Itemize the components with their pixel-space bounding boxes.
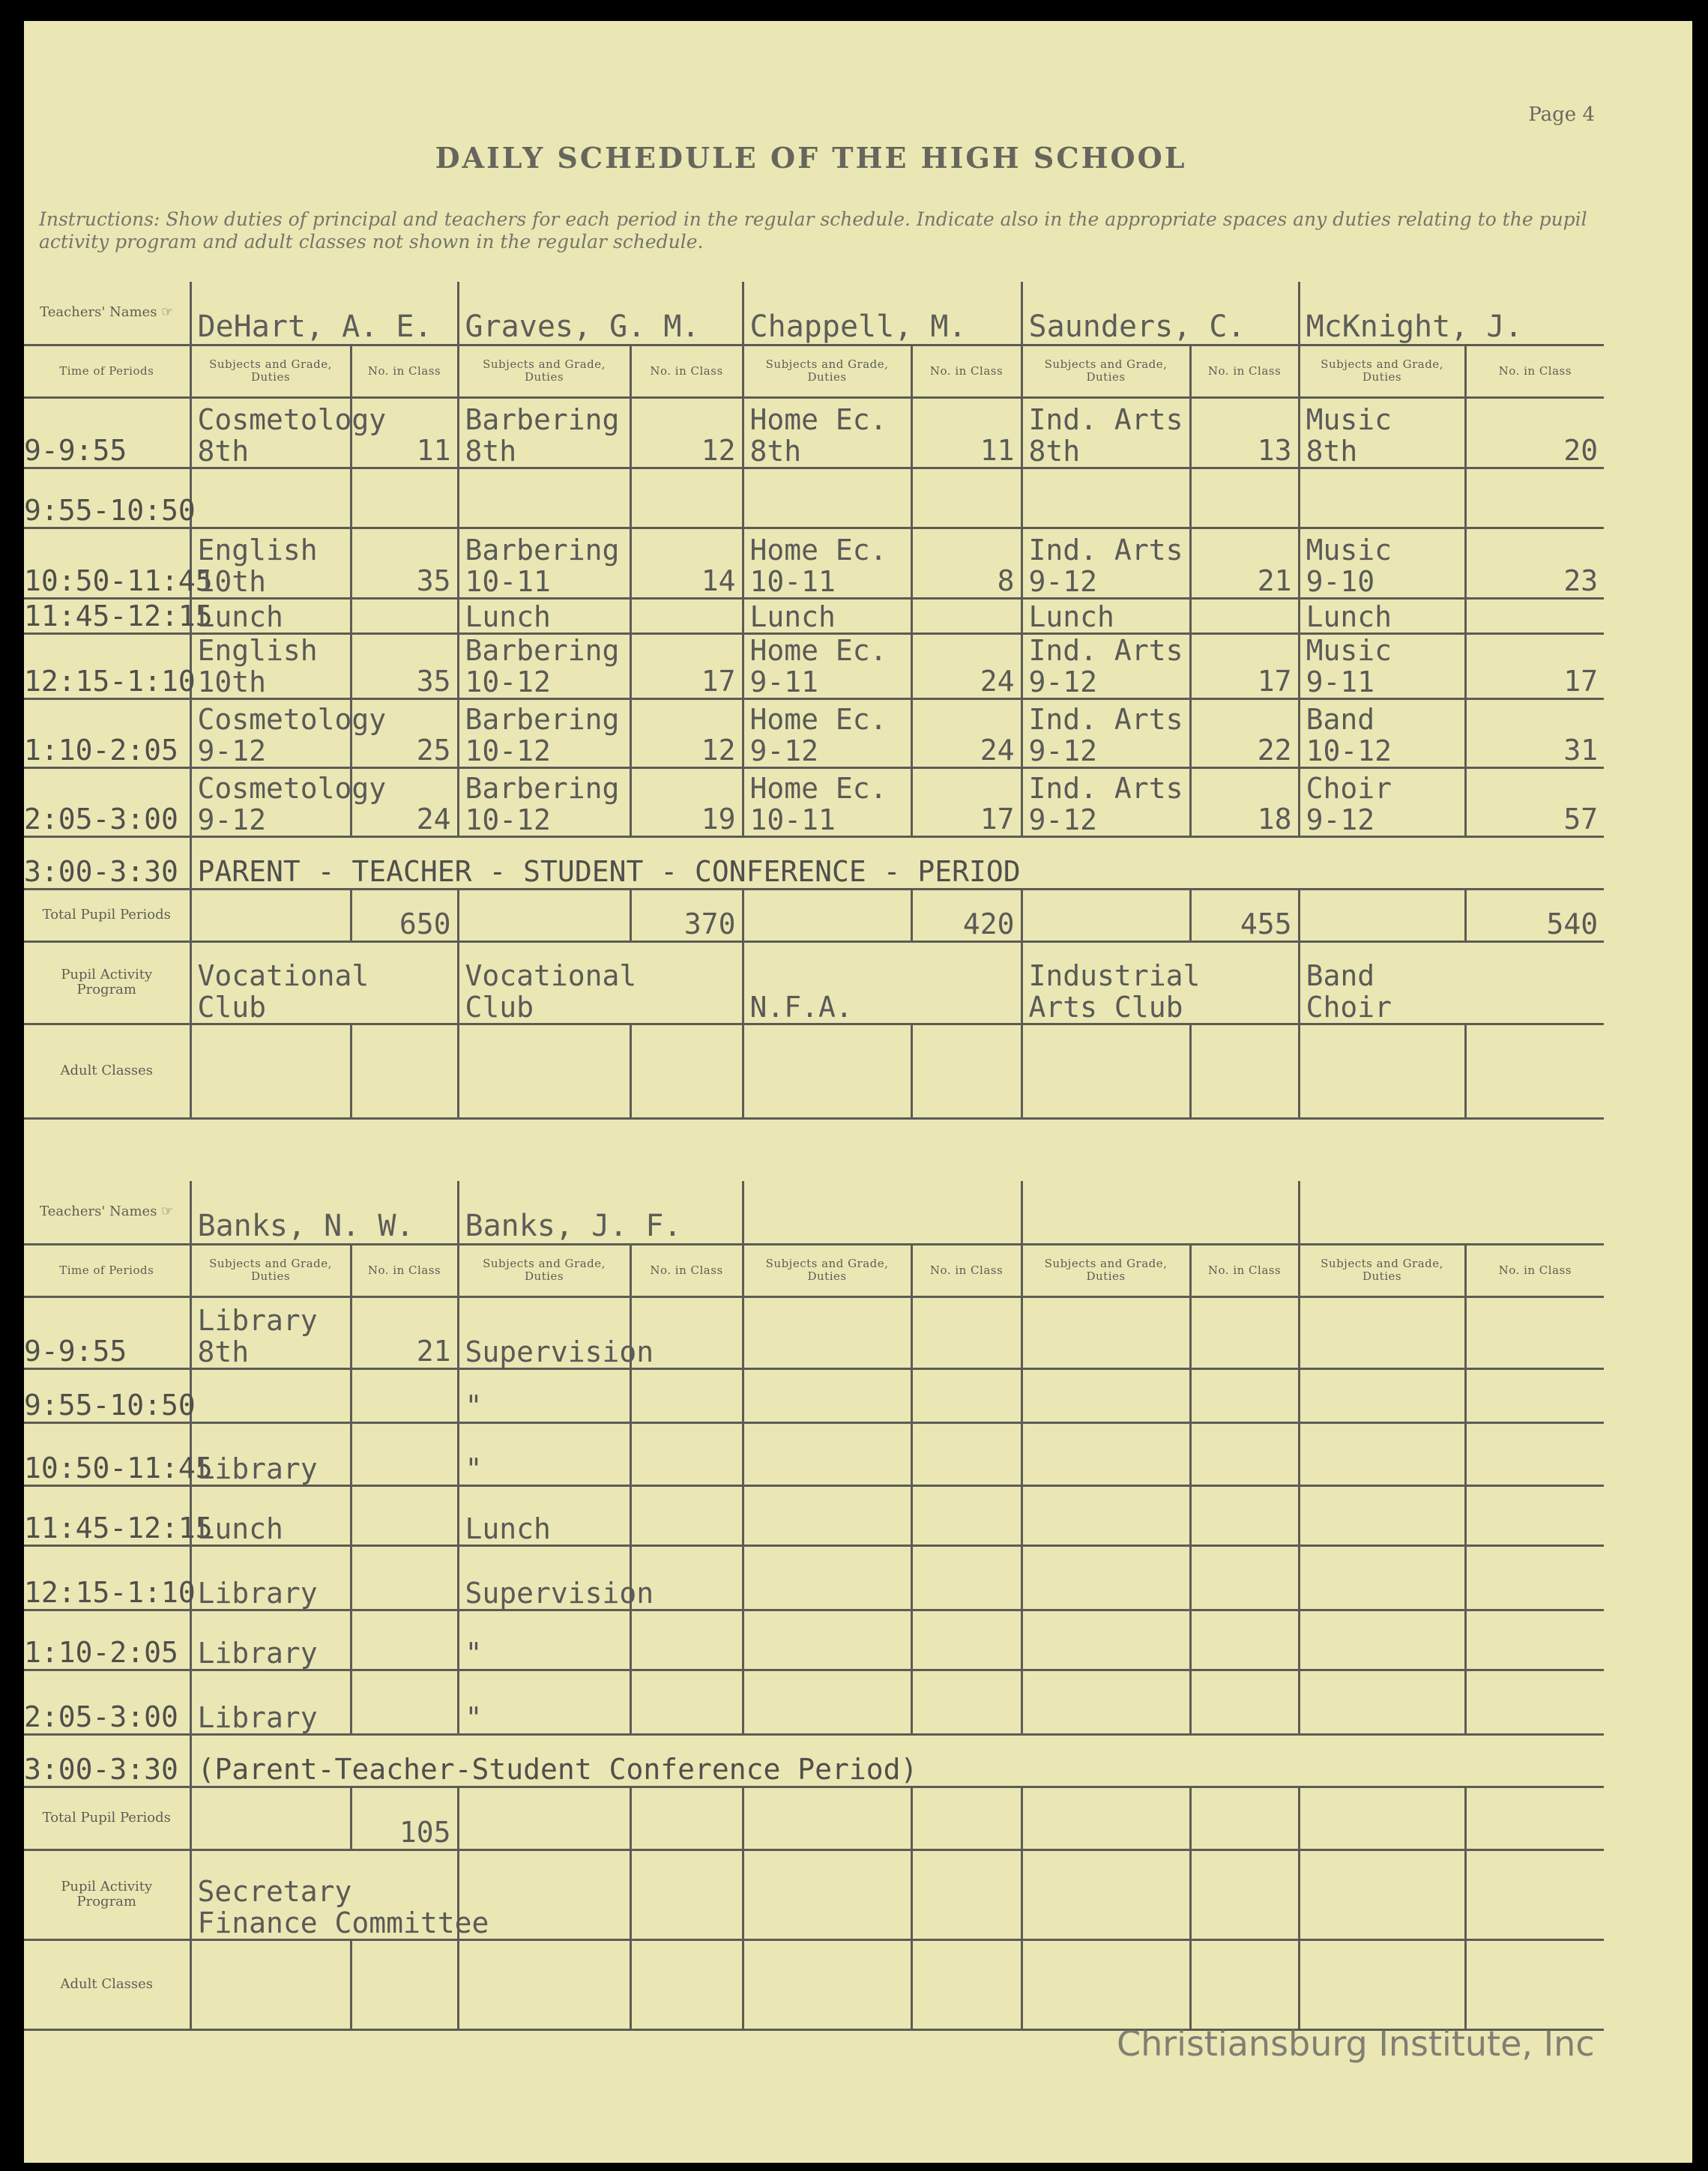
class-count: 35 [351, 528, 458, 598]
class-count: 20 [1465, 397, 1604, 468]
subject-cell: Band 10-12 [1299, 698, 1465, 767]
subject-cell: Cosmetology 8th [190, 397, 351, 468]
class-count-header: No. in Class [911, 345, 1022, 397]
class-count: 21 [351, 1296, 458, 1368]
subjects-header: Subjects and Grade, Duties [458, 1244, 630, 1296]
subject-cell: Barbering 10-12 [458, 767, 630, 836]
class-count: 17 [1465, 633, 1604, 698]
page-number: Page 4 [1528, 103, 1595, 126]
class-count-header: No. in Class [1190, 1244, 1299, 1296]
class-count-header: No. in Class [630, 345, 743, 397]
subjects-header: Subjects and Grade, Duties [1299, 345, 1465, 397]
total-pupil-periods: 105 [351, 1787, 458, 1850]
class-count [911, 468, 1022, 528]
class-count: 8 [911, 528, 1022, 598]
total-pupil-periods: 370 [630, 889, 743, 941]
class-count: 17 [630, 633, 743, 698]
class-count: 22 [1190, 698, 1299, 767]
class-count [351, 1485, 458, 1545]
period-time: 9-9:55 [24, 1296, 190, 1368]
subject-cell: Music 9-11 [1299, 633, 1465, 698]
subject-cell [1022, 468, 1190, 528]
pupil-activity-label: Pupil Activity Program [24, 1850, 190, 1939]
total-pupil-periods: 420 [911, 889, 1022, 941]
subject-cell: " [458, 1368, 630, 1422]
teacher-name: DeHart, A. E. [190, 282, 458, 345]
total-pupil-periods: 540 [1465, 889, 1604, 941]
class-count-header: No. in Class [911, 1244, 1022, 1296]
class-count [630, 598, 743, 633]
class-count: 24 [351, 767, 458, 836]
subjects-header: Subjects and Grade, Duties [743, 345, 911, 397]
subject-cell: Library [190, 1670, 351, 1734]
class-count: 12 [630, 397, 743, 468]
class-count [351, 598, 458, 633]
adult-classes-label: Adult Classes [24, 1024, 190, 1118]
class-count: 21 [1190, 528, 1299, 598]
adult-classes-label: Adult Classes [24, 1939, 190, 2029]
subject-cell: Cosmetology 9-12 [190, 767, 351, 836]
subject-cell [743, 468, 911, 528]
subject-cell: Home Ec. 10-11 [743, 528, 911, 598]
class-count: 12 [630, 698, 743, 767]
subject-cell: Barbering 10-12 [458, 698, 630, 767]
class-count: 17 [911, 767, 1022, 836]
subject-cell: Supervision [458, 1296, 630, 1368]
class-count-header: No. in Class [630, 1244, 743, 1296]
subject-cell: Lunch [190, 598, 351, 633]
class-count-header: No. in Class [1190, 345, 1299, 397]
total-pupil-periods-label: Total Pupil Periods [24, 889, 190, 941]
teacher-name: Banks, J. F. [458, 1181, 743, 1244]
class-count: 24 [911, 698, 1022, 767]
subject-cell: Home Ec. 10-11 [743, 767, 911, 836]
document-title: DAILY SCHEDULE OF THE HIGH SCHOOL [435, 141, 1187, 175]
period-time: 11:45-12:15 [24, 1485, 190, 1545]
subject-cell: Lunch [1022, 598, 1190, 633]
subject-cell [458, 468, 630, 528]
time-periods-header: Time of Periods [24, 345, 190, 397]
teacher-name [1022, 1181, 1299, 1244]
subject-cell [1299, 468, 1465, 528]
subjects-header: Subjects and Grade, Duties [1299, 1244, 1465, 1296]
subject-cell: English 10th [190, 528, 351, 598]
class-count [1190, 468, 1299, 528]
class-count: 11 [351, 397, 458, 468]
class-count [351, 468, 458, 528]
class-count [1465, 598, 1604, 633]
class-count [911, 598, 1022, 633]
period-time: 1:10-2:05 [24, 1610, 190, 1670]
conference-period: PARENT - TEACHER - STUDENT - CONFERENCE - PERIOD [190, 836, 1604, 889]
subject-cell: Music 8th [1299, 397, 1465, 468]
instructions-text: Instructions: Show duties of principal and teachers for each period in the regular schedule. Indicate also in the appropriate spaces any duties relating to the pupil activity program and adult classes not shown in the regular schedule. [39, 208, 1587, 253]
class-count: 24 [911, 633, 1022, 698]
class-count: 57 [1465, 767, 1604, 836]
total-pupil-periods: 650 [351, 889, 458, 941]
activity-cell: Vocational Club [458, 941, 743, 1024]
class-count [351, 1670, 458, 1734]
subject-cell: " [458, 1670, 630, 1734]
conference-time: 3:00-3:30 [24, 1734, 190, 1787]
class-count-header: No. in Class [351, 345, 458, 397]
teacher-name: McKnight, J. [1299, 282, 1604, 345]
subject-cell: Music 9-10 [1299, 528, 1465, 598]
period-time: 12:15-1:10 [24, 633, 190, 698]
subjects-header: Subjects and Grade, Duties [190, 345, 351, 397]
class-count: 17 [1190, 633, 1299, 698]
period-time: 9:55-10:50 [24, 468, 190, 528]
subject-cell [190, 1368, 351, 1422]
teachers-names-label: Teachers' Names ☞ [24, 282, 190, 345]
class-count: 18 [1190, 767, 1299, 836]
period-time: 2:05-3:00 [24, 1670, 190, 1734]
subject-cell: Lunch [190, 1485, 351, 1545]
subject-cell: Ind. Arts 9-12 [1022, 767, 1190, 836]
class-count-header: No. in Class [351, 1244, 458, 1296]
teacher-name: Banks, N. W. [190, 1181, 458, 1244]
activity-cell: N.F.A. [743, 941, 1022, 1024]
teacher-name: Chappell, M. [743, 282, 1022, 345]
class-count-header: No. in Class [1465, 345, 1604, 397]
subject-cell: Library [190, 1610, 351, 1670]
subject-cell: Library [190, 1422, 351, 1485]
period-time: 11:45-12:15 [24, 599, 213, 632]
class-count [351, 1422, 458, 1485]
subject-cell: Ind. Arts 9-12 [1022, 528, 1190, 598]
subject-cell: Lunch [743, 598, 911, 633]
activity-cell: Vocational Club [190, 941, 458, 1024]
subject-cell: Barbering 8th [458, 397, 630, 468]
subject-cell: Home Ec. 9-11 [743, 633, 911, 698]
class-count [351, 1368, 458, 1422]
subject-cell: Lunch [1299, 598, 1465, 633]
subject-cell: Lunch [458, 598, 630, 633]
class-count: 13 [1190, 397, 1299, 468]
schedule-table-1 [24, 282, 1604, 1120]
time-periods-header: Time of Periods [24, 1244, 190, 1296]
subject-cell: Library [190, 1545, 351, 1610]
subject-cell: " [458, 1422, 630, 1485]
subject-cell [190, 468, 351, 528]
subject-cell: " [458, 1610, 630, 1670]
teacher-name: Graves, G. M. [458, 282, 743, 345]
class-count-header: No. in Class [1465, 1244, 1604, 1296]
total-pupil-periods: 455 [1190, 889, 1299, 941]
watermark: Christiansburg Institute, Inc [1117, 2023, 1595, 2064]
activity-cell: Band Choir [1299, 941, 1604, 1024]
subject-cell: Home Ec. 8th [743, 397, 911, 468]
subject-cell: Supervision [458, 1545, 630, 1610]
conference-period: (Parent-Teacher-Student Conference Period) [190, 1734, 1604, 1787]
class-count: 14 [630, 528, 743, 598]
teachers-names-label: Teachers' Names ☞ [24, 1181, 190, 1244]
class-count [351, 1545, 458, 1610]
subjects-header: Subjects and Grade, Duties [1022, 1244, 1190, 1296]
subject-cell: Barbering 10-11 [458, 528, 630, 598]
class-count [351, 1610, 458, 1670]
subject-cell: Ind. Arts 9-12 [1022, 633, 1190, 698]
subjects-header: Subjects and Grade, Duties [190, 1244, 351, 1296]
class-count [1465, 468, 1604, 528]
class-count: 11 [911, 397, 1022, 468]
subject-cell: Barbering 10-12 [458, 633, 630, 698]
period-time: 9-9:55 [24, 397, 190, 468]
subject-cell: English 10th [190, 633, 351, 698]
class-count: 23 [1465, 528, 1604, 598]
activity-cell: Industrial Arts Club [1022, 941, 1299, 1024]
teacher-name [743, 1181, 1022, 1244]
period-time: 9:55-10:50 [24, 1368, 190, 1422]
activity-cell: Secretary Finance Committee [190, 1850, 458, 1939]
class-count: 35 [351, 633, 458, 698]
subject-cell: Ind. Arts 9-12 [1022, 698, 1190, 767]
subject-cell: Home Ec. 9-12 [743, 698, 911, 767]
period-time: 12:15-1:10 [24, 1545, 190, 1610]
subject-cell: Cosmetology 9-12 [190, 698, 351, 767]
class-count: 19 [630, 767, 743, 836]
class-count: 31 [1465, 698, 1604, 767]
teacher-name: Saunders, C. [1022, 282, 1299, 345]
pupil-activity-label: Pupil Activity Program [24, 941, 190, 1024]
class-count: 25 [351, 698, 458, 767]
subjects-header: Subjects and Grade, Duties [743, 1244, 911, 1296]
conference-time: 3:00-3:30 [24, 836, 190, 889]
subject-cell: Choir 9-12 [1299, 767, 1465, 836]
subjects-header: Subjects and Grade, Duties [1022, 345, 1190, 397]
period-time: 10:50-11:45 [24, 1422, 190, 1485]
period-time: 10:50-11:45 [24, 528, 190, 598]
period-time: 1:10-2:05 [24, 698, 190, 767]
teacher-name [1299, 1181, 1604, 1244]
class-count [630, 468, 743, 528]
schedule-sheet [24, 21, 1692, 2163]
schedule-table-2 [24, 1181, 1604, 2031]
subject-cell: Library 8th [190, 1296, 351, 1368]
class-count [1190, 598, 1299, 633]
subjects-header: Subjects and Grade, Duties [458, 345, 630, 397]
subject-cell: Ind. Arts 8th [1022, 397, 1190, 468]
subject-cell: Lunch [458, 1485, 630, 1545]
period-time: 2:05-3:00 [24, 767, 190, 836]
total-pupil-periods-label: Total Pupil Periods [24, 1787, 190, 1850]
